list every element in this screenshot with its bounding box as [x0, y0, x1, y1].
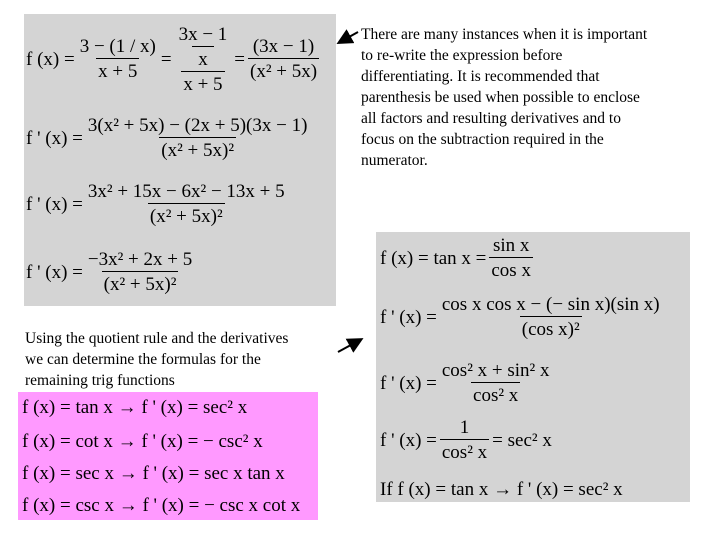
formula-tan: f (x) = tan x → f ' (x) = sec² x [22, 397, 248, 418]
nested-fraction: 3x − 1 x x + 5 [178, 23, 228, 95]
derivation-lhs: f (x) = [26, 48, 75, 70]
fraction: $\frac{(3x - 1)}{\text{(x² + 5x)}}$ [250, 36, 318, 82]
rewrite-note: There are many instances when it is important to re-write the expression before differentiating. It is recommended that parenthesis be used when possible to enclose all factors and resulting derivatives and to focus on the subtraction required in the numerator. [361, 26, 648, 169]
formula-sec: f (x) = sec x → f ' (x) = sec x tan x [22, 463, 285, 484]
tan-conclusion: If f (x) = tan x → f ' (x) = sec² x [380, 479, 623, 500]
quotient-rule-note: Using the quotient rule and the derivatives we can determine the formulas for the remaining trig functions [25, 330, 289, 389]
fraction: $\frac{3 - (1 / x)}{x + 5}$ [79, 36, 156, 82]
arrow-to-derivation [340, 32, 358, 42]
formula-csc: f (x) = csc x → f ' (x) = − csc x cot x [22, 495, 301, 516]
formula-cot: f (x) = cot x → f ' (x) = − csc² x [22, 431, 263, 452]
